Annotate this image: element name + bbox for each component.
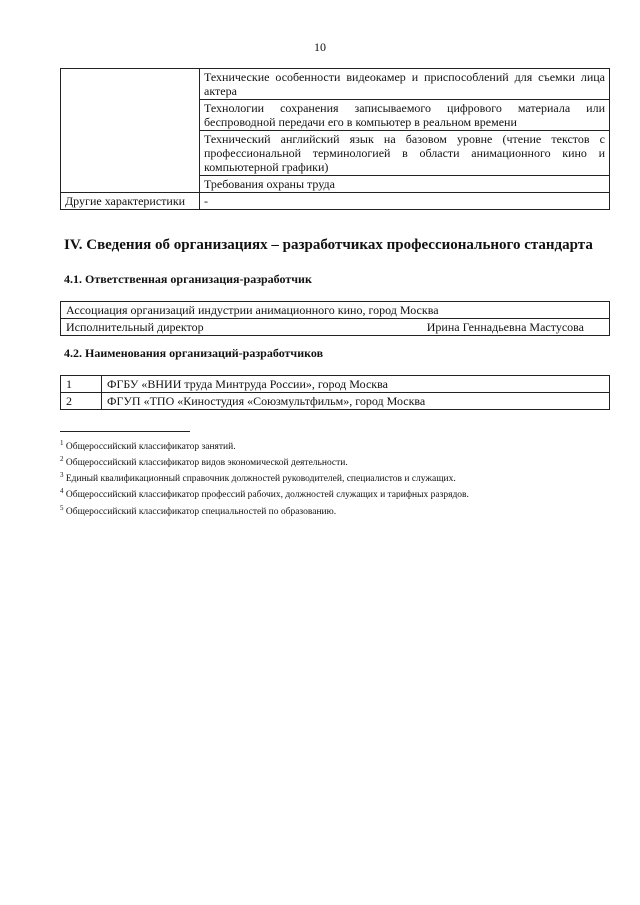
row-label: Другие характеристики xyxy=(61,193,200,210)
subsection-heading-4-1: 4.1. Ответственная организация-разработчик xyxy=(64,272,312,286)
developer-name: ФГУП «ТПО «Киностудия «Союзмультфильм», город Москва xyxy=(102,393,610,410)
section-heading: IV. Сведения об организациях – разработчиках профессионального стандарта xyxy=(64,237,593,253)
table-row xyxy=(61,302,610,319)
footnote-number: 5 xyxy=(60,503,64,512)
footnote-number: 2 xyxy=(60,455,64,464)
developer-name: ФГБУ «ВНИИ труда Минтруда России», город Москва xyxy=(102,376,610,393)
director-name: Ирина Геннадьевна Мастусова xyxy=(426,320,584,334)
characteristics-table xyxy=(60,68,610,210)
footnote-text: Общероссийский классификатор видов экономической деятельности. xyxy=(65,458,348,469)
table-row xyxy=(61,393,610,410)
table-cell: Технические особенности видеокамер и приспособлений для съемки лица актера xyxy=(200,69,610,100)
subsection-heading-4-2: 4.2. Наименования организаций-разработчиков xyxy=(64,346,324,360)
table-row xyxy=(61,319,610,336)
footnote-number: 4 xyxy=(60,487,64,496)
footnote-text: Общероссийский классификатор занятий. xyxy=(65,442,236,453)
footnote-number: 3 xyxy=(60,471,64,480)
responsible-org-table xyxy=(60,301,610,336)
footnote xyxy=(60,502,620,518)
table-cell: Технологии сохранения записываемого цифрового материала или беспроводной передачи его в компьютер в реальном времени xyxy=(200,100,610,131)
footnote xyxy=(60,469,620,485)
org-name-cell: Ассоциация организаций индустрии анимационного кино, город Москва xyxy=(61,302,610,319)
footnote xyxy=(60,453,620,469)
table-cell: Требования охраны труда xyxy=(200,176,610,193)
footnote xyxy=(60,485,620,501)
director-position: Исполнительный директор xyxy=(66,320,204,334)
row-number: 1 xyxy=(61,376,102,393)
page-number: 10 xyxy=(314,40,326,54)
footnote-text: Единый квалификационный справочник должностей руководителей, специалистов и служащих. xyxy=(65,474,456,485)
footnote-text: Общероссийский классификатор профессий рабочих, должностей служащих и тарифных разрядов. xyxy=(65,490,469,501)
table-row xyxy=(61,193,610,210)
table-row xyxy=(61,376,610,393)
table-row xyxy=(61,69,610,100)
table-cell: - xyxy=(200,193,610,210)
developers-table xyxy=(60,375,610,410)
footnotes xyxy=(60,437,620,518)
director-cell xyxy=(61,319,610,336)
footnote-number: 1 xyxy=(60,439,64,447)
footnote-divider xyxy=(60,431,190,432)
row-label xyxy=(61,69,200,193)
footnote xyxy=(60,437,620,453)
row-number: 2 xyxy=(61,393,102,410)
table-cell: Технический английский язык на базовом уровне (чтение текстов с профессиональной терминологией в области анимационного кино и компьютерной графики) xyxy=(200,131,610,176)
footnote-text: Общероссийский классификатор специальностей по образованию. xyxy=(65,506,337,517)
